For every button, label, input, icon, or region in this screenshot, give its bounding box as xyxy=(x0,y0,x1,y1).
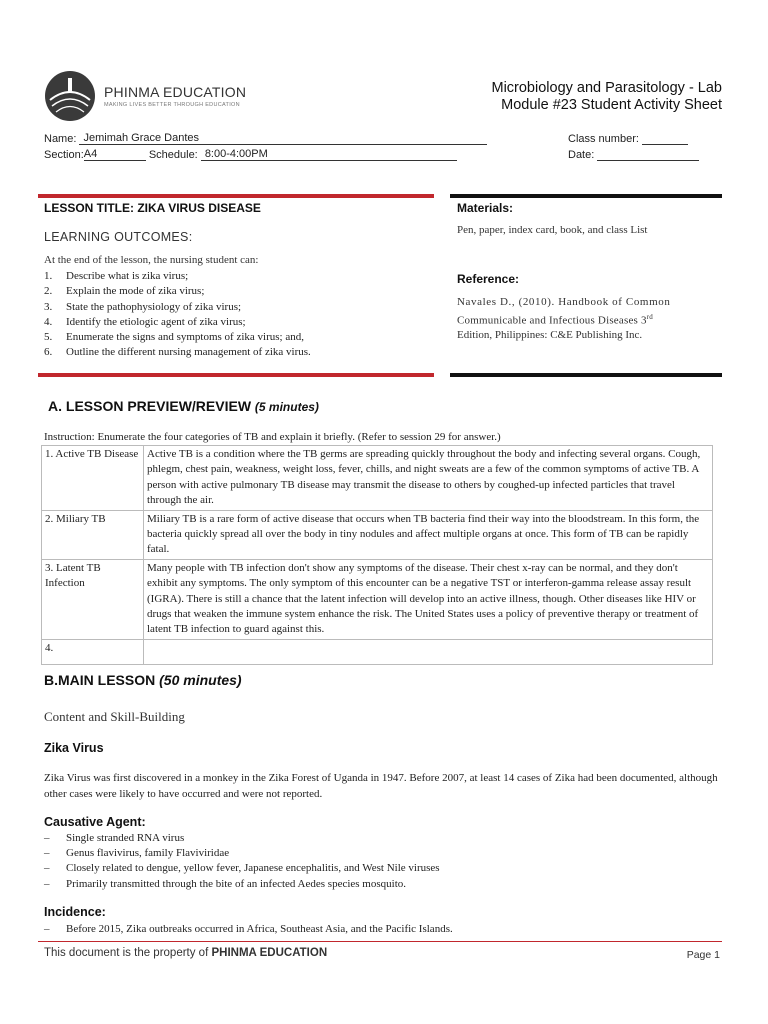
logo-tagline: MAKING LIVES BETTER THROUGH EDUCATION xyxy=(104,102,240,108)
class-number-field: Class number: xyxy=(568,132,688,145)
schedule-value: 8:00-4:00PM xyxy=(201,148,457,161)
tb-category-description: Active TB is a condition where the TB germs are spreading quickly throughout the body and infecting several organs. Cough, phlegm, chest pain, weakness, weight loss, fever, chills, and night sweats are a few of the common symptoms of active TB. A person with active pulmonary TB disease may transmit the disease to others by coughed-up infected particles that travel through the air. xyxy=(144,446,713,511)
tb-category-description xyxy=(144,639,713,664)
table-row xyxy=(42,639,713,664)
reference-heading: Reference: xyxy=(457,272,520,286)
causative-agent-list xyxy=(44,831,440,892)
content-skill-heading: Content and Skill-Building xyxy=(44,709,185,724)
class-number-blank xyxy=(642,132,688,145)
list-item: – Before 2015, Zika outbreaks occurred in Africa, Southeast Asia, and the Pacific Islands. xyxy=(44,923,453,935)
section-b-heading: B.MAIN LESSON (50 minutes) xyxy=(44,672,242,688)
zika-virus-heading: Zika Virus xyxy=(44,741,104,755)
learning-outcomes-heading: LEARNING OUTCOMES: xyxy=(44,230,193,244)
lesson-top-bar xyxy=(38,194,434,198)
list-item: – Genus flavivirus, family Flaviviridae xyxy=(44,847,230,860)
outcome-item: 4. Identify the etiologic agent of zika virus; xyxy=(44,315,246,328)
section-field: Section:A4 Schedule: 8:00-4:00PM xyxy=(44,148,457,161)
footer-rule xyxy=(38,941,722,942)
tb-category-label: 4. xyxy=(42,639,144,664)
tb-category-label: 3. Latent TB Infection xyxy=(42,559,144,639)
outcome-item: 3. State the pathophysiology of zika virus; xyxy=(44,300,242,313)
name-value: Jemimah Grace Dantes xyxy=(79,132,487,145)
name-field: Name: Jemimah Grace Dantes xyxy=(44,132,487,145)
outcome-item: 6. Outline the different nursing management of zika virus. xyxy=(44,346,311,359)
list-item: – Primarily transmitted through the bite of an infected Aedes species mosquito. xyxy=(44,877,407,890)
materials-bottom-bar xyxy=(450,373,722,377)
materials-heading: Materials: xyxy=(457,201,514,215)
table-row xyxy=(42,559,713,639)
section-value: A4 xyxy=(84,148,146,161)
causative-agent-heading: Causative Agent: xyxy=(44,815,146,829)
outcomes-list xyxy=(44,269,311,361)
tb-category-label: 2. Miliary TB xyxy=(42,510,144,559)
materials-text: Pen, paper, index card, book, and class List xyxy=(457,224,648,236)
tb-category-description: Miliary TB is a rare form of active disease that occurs when TB bacteria find their way into the bloodstream. In this form, the bacteria quickly spread all over the body in tiny nodules and affect multiple organs at once. This form of TB can be rapidly fatal. xyxy=(144,510,713,559)
tb-category-label: 1. Active TB Disease xyxy=(42,446,144,511)
date-blank xyxy=(597,148,699,161)
outcomes-intro: At the end of the lesson, the nursing student can: xyxy=(44,254,259,266)
footer-property: This document is the property of PHINMA EDUCATION xyxy=(44,947,328,959)
phinma-logo xyxy=(44,70,264,124)
tb-category-description: Many people with TB infection don't show any symptoms of the disease. Their chest x-ray can be normal, and they don't exhibit any symptoms. The only symptom of this encounter can be a negative TST or interferon-gamma release assay result (IGRA). There is still a chance that the latent infection will develop into an active illness, though. Other diseases like HIV or drugs that weaken the immune system enhance the risk. The United States uses a policy of preventive therapy or treatment of latent TB infection to guard against this. xyxy=(144,559,713,639)
section-a-instruction: Instruction: Enumerate the four categories of TB and explain it briefly. (Refer to session 29 for answer.) xyxy=(44,431,501,443)
page-number: Page 1 xyxy=(686,949,720,961)
zika-virus-paragraph: Zika Virus was first discovered in a monkey in the Zika Forest of Uganda in 1947. Before 2007, at least 14 cases of Zika had been documented, although other cases were likely to have occurred and were not reported. xyxy=(44,772,718,800)
section-a-heading: A. LESSON PREVIEW/REVIEW (5 minutes) xyxy=(48,398,319,414)
incidence-heading: Incidence: xyxy=(44,905,106,919)
lesson-title: LESSON TITLE: ZIKA VIRUS DISEASE xyxy=(44,201,261,215)
lesson-bottom-bar xyxy=(38,373,434,377)
logo-name: PHINMA EDUCATION xyxy=(104,84,247,100)
outcome-item: 1. Describe what is zika virus; xyxy=(44,270,189,282)
outcome-item: 2. Explain the mode of zika virus; xyxy=(44,285,205,298)
table-row xyxy=(42,510,713,559)
date-field: Date: xyxy=(568,148,699,161)
outcome-item: 5. Enumerate the signs and symptoms of zika virus; and, xyxy=(44,331,304,344)
reference-text: Navales D., (2010). Handbook of Common Communicable and Infectious Diseases 3rd Edition, Philippines: C&E Publishing Inc. xyxy=(457,296,671,341)
tb-categories-table xyxy=(41,445,713,665)
incidence-list xyxy=(44,922,453,937)
module-title-line1: Microbiology and Parasitology - Lab xyxy=(491,80,722,96)
list-item: – Single stranded RNA virus xyxy=(44,832,185,844)
logo-globe-icon xyxy=(44,70,96,122)
list-item: – Closely related to dengue, yellow fever, Japanese encephalitis, and West Nile viruses xyxy=(44,862,440,875)
table-row xyxy=(42,446,713,511)
module-title-line2: Module #23 Student Activity Sheet xyxy=(501,97,722,113)
materials-top-bar xyxy=(450,194,722,198)
